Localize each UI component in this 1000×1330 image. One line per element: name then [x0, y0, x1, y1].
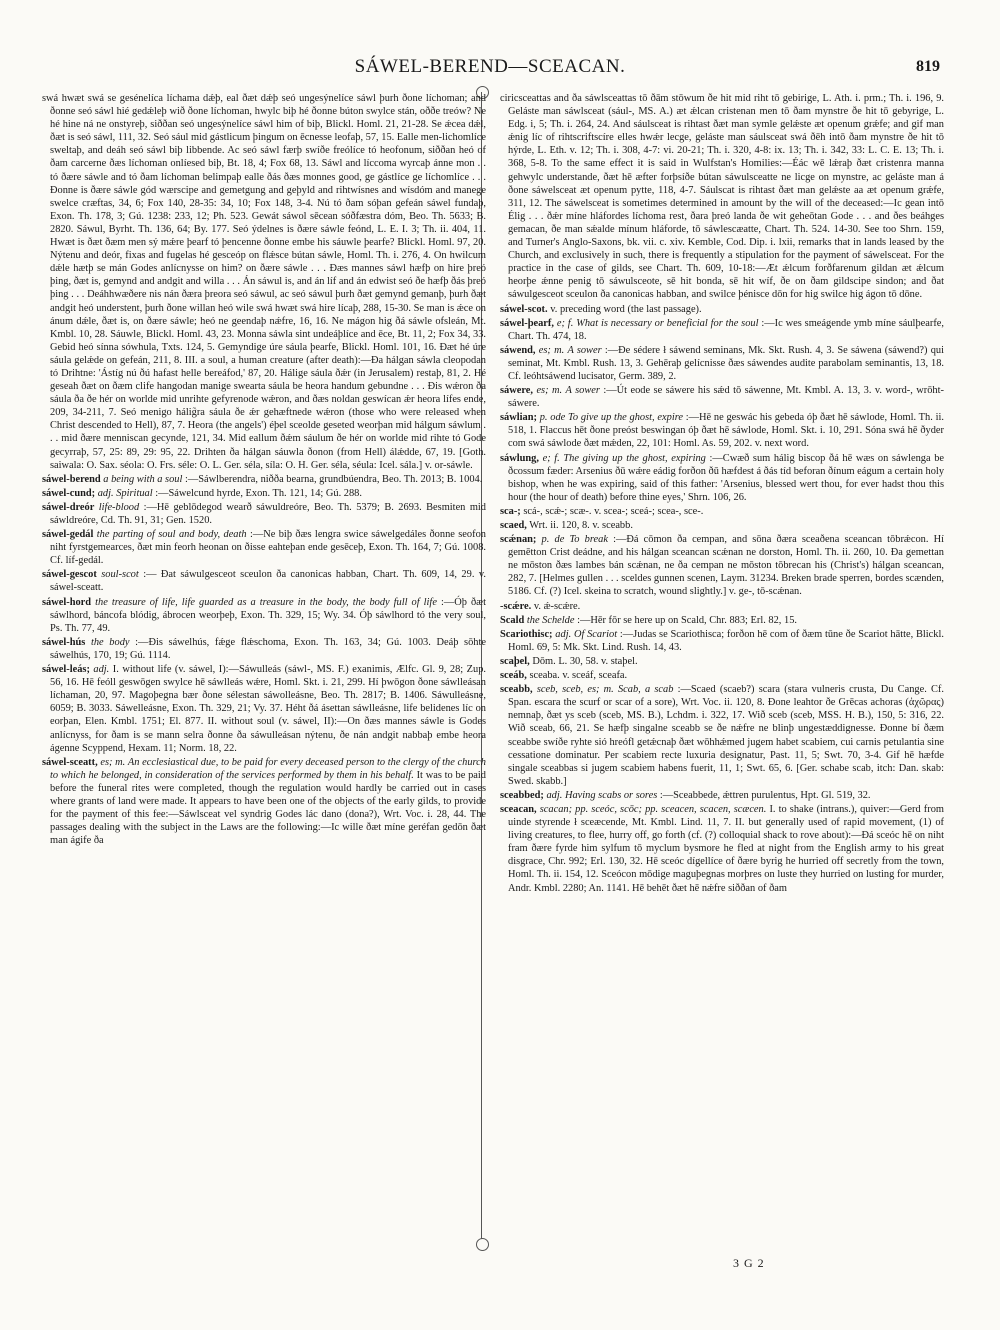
dictionary-entry	[500, 344, 944, 383]
entry-gloss: the Schelde	[526, 614, 575, 626]
entry-headword: sáwere,	[500, 385, 533, 397]
entry-headword: scǽnan;	[500, 534, 537, 546]
dictionary-entry	[500, 789, 944, 802]
entry-body: I. to shake (intrans.), quiver:—Gerd from uinde styrende ł sceæcende, Mt. Kmbl. Lind. 11, 7. II. but generally used of rapid movement, (1) of living creatures, to flee, hurry off, go forth (cf. (?) colloquial shack to rove about):—Ðá sceóc hē on niht fram ðære fyrde him sylfum tō myclum bysmore he fled at night from the English army to his great disgrace, Chr. 992; Erl. 130, 32. Hē sceóc dígellíce of ðære byrig he hurried off secretly from the town, Homl. Th. ii. 154, 12. Sceócon mōdige maguþegnas morþres on luste they hurried on lusting for murder, Andr. Kmbl. 2280; An. 1141. Hē behēt ðæt hē nǽfre siððan of ðam	[508, 803, 944, 894]
entry-part-of-speech: es; m.	[538, 344, 565, 356]
entry-gloss: An ecclesiastical due, to be paid for every deceased person to the clergy of the church to which he belonged, in consideration of the services performed by them in his behalf.	[50, 756, 486, 781]
dictionary-entry	[500, 452, 944, 504]
entry-body: I. without life (v. sáwel, I):—Sáwulleás (sáwl-, MS. F.) exanimis, Ælfc. Gl. 9, 28; Zup. 56, 16. Hē feóll geswōgen swylce hē sáwlleás wǽre, Homl. Skt. i. 21, 299. Hí þwōgon ðone sáwlleásan líchaman, 20, 97. Magoþegna bær ðone sélestan sáwolleásne, Beo. Th. 2817; B. 1406. Sáwulleásne, 6059; B. 3033. Sáwelleásne, Exon. Th. 329, 21; Vy. 37. Héht ðá ásettan sáwlleásne, life belidenes líc on eorþan, Elen. Kmbl. 1751; El. 877. II. without soul (v. sáwel, II):—On ðæs mannes sáwle is Godes anlícnyss, for ðam is se mann selra ðonne ða sáwulleásan nýtenu, ðe nán andgit nabbaþ embe heora ágenne Scyppend, Hexam. 11; Norm. 18, 22.	[50, 664, 486, 754]
entry-headword: sáwel-þearf,	[500, 317, 554, 329]
entry-gloss: life-blood	[98, 501, 140, 513]
entry-part-of-speech: e; f.	[556, 317, 574, 329]
dictionary-entry	[500, 384, 944, 410]
entry-headword: -scǽre.	[500, 600, 532, 612]
dictionary-entry	[42, 636, 486, 662]
entry-body: :—Ic wes smeágende ymb míne sáulþearfe, Chart. Th. 474, 18.	[508, 317, 944, 342]
entry-body: :—Sceabbede, ǽttren purulentus, Hpt. Gl. 519, 32.	[659, 789, 871, 801]
entry-body: Wrt. ii. 120, 8. v. sceabb.	[529, 520, 633, 531]
entry-gloss: the treasure of life, life guarded as a treasure in the body, the body full of life	[95, 596, 437, 608]
entry-headword: sáwend,	[500, 344, 536, 356]
entry-headword: sáwel-sceatt,	[42, 756, 98, 768]
entry-body: :—Hē ne geswác his gebeda óþ ðæt hē sáwlode, Homl. Th. ii. 518, 1. Flaccus hēt ðone preóst beswingan óþ ðæt hē sáwlode, Homl. Skt. i. 10, 291. Sóna swá hē ðyder com swá sáwlode ðæt mǽden, 22, 101: Homl. As. 59, 202. v. next word.	[508, 412, 944, 450]
entry-gloss: A sower	[567, 344, 602, 356]
page-number: 819	[916, 58, 940, 75]
entry-headword: sáwel-scot.	[500, 303, 548, 315]
entry-part-of-speech: sceb, sceb, es; m.	[536, 684, 614, 696]
entry-body: ciricsceattas and ða sáwlsceattas tō ðām stōwum ðe hit mid riht tō gebirige, L. Ath. i. prm.; Th. i. 196, 9. Geláste man sáwlsceat (sául-, MS. A.) æt ǽlcan cristenan men tō ðam mynstre ðe hit tō gebyrige, L. Edg. i, 5; Th. i. 264, 24. And sáulsceat is rihtast ðæt man symle gelǽste æt openum grǽfe; and gif man ǽnig líc of rihtscriftscíre elles hwǽr lecge, geláste man sáulsceat swá ðēh intō ðam mynstre ðe hit tō hýrde, L. Eth. v. 12; Th. i. 308, 4-7: vi. 20-21; Th. i. 320, 4-8: ix. 13; Th. i. 342, 33: L. C. E. 13; Th. i. 368, 5-8. To the same effect it is said in Wulfstan's Homilies:—Éác wē lǽraþ ðæt cristenra manna gehwylc understande, ðæt hē æfter forþsíðe bútan sáwulsceatte ne licge on mynstre, ac geláste man á ðone sáwelsceat æt openum pytte, 118, 4-7. Sáulscat is rihtast ðæt man gelǽste aa æt openum grǽfe, 311, 12. The sáwelsceat is sometimes determined in amount by the will of the deceased:—Ic gean intō Élig . . . ðǽr míne hláfordes líchoma rest, ðara þreó landa ðe wit geheōtan Gode . . . and ðes beáhges gemacan, ðe man sǽalde mínum hláforde, tō sáwlescæatte, Chart. Th. 524. 14-30. See too Shrn. 159, and Turner's Anglo-Saxons, bk. vii. c. xiv. Kemble, Cod. Dip. i. lxii, remarks that in lands leased by the Church, and exclusively in such, there is frequently a stipulation for the payment of sáwelsceat. For the practice in the case of gilds, see Chart. Th. 609, 10-18:—Æt ǽlcum forðfarenum gildan æt ǽlcum heorþe ǽnne penig tō sáwulsceote, sē hit bonda, sē hit wíf, ðe on ðam gildscipe sindon; and ðat sáwulgesceot sceulon ða canonicas habban, and swilce þénisce dōn for hig swilce hig ágon tō dōne.	[500, 93, 944, 301]
entry-headword: sca-;	[500, 505, 521, 517]
entry-headword: sceáb,	[500, 670, 527, 682]
entry-body: :—Sáwlberendra, niðða bearna, grundbúendra, Beo. Th. 2013; B. 1004.	[185, 473, 483, 485]
dictionary-entry	[500, 600, 944, 613]
entry-gloss: Spiritual	[116, 487, 153, 499]
dictionary-entry	[500, 669, 944, 682]
entry-headword: sáwel-dreór	[42, 501, 95, 513]
dictionary-entry	[500, 317, 944, 343]
entry-headword: sceabb,	[500, 684, 533, 696]
dictionary-entry	[500, 92, 944, 302]
entry-body: It was to be paid before the funeral rites were completed, though the regulation would hardly be carried out in cases where grants of land were made. It appears to have been one of the objects of the early gilds, to provide for the payment of this fee:—Sáwlsceat vel syndrig Godes lác dano (dona?), Wrt. Voc. i. 28, 44. The passages dealing with the subject in the Laws are the following:—Ic wille ðæt míne geréfan gedōn ðæt man ágife ða	[50, 769, 486, 847]
entry-body: :—Scaed (scaeb?) scara (stara vulneris crusta, Du Cange. Cf. Span. escara the scurf or scar of a sore), Wrt. Voc. ii. 120, 8. Ðone leahtor ðe Grēcas achoras (ἀχῶρας) nemnaþ, ðæt ys sceb (sceb, MS. B.), Lchdm. i. 322, 17. Wið sceb (sceb, MSS. H. B.), 150, 5: 316, 22. Wið sceab, 66, 21. Se hæfþ singalne sceabb se ðe nǽfre ne blinþ ungestæddignesse. Ðonne bí ðæm sceabbe swíðe ryhte sió hreófl getǽcnaþ ðæt wōhhǽmed jugem habet scabiem, cui carnis petulantia sine cessatione dominatur. Per scabiem recte luxuria designatur, Past. 11, 5; Swt. 70, 3-4. Gif hē hæfde singale sceabbas si jugem scabiem habens fuerit, 11, 1; Swt. 65, 6. [Ger. schabe scab, itch: Dan. skab: Swed. skabb.]	[508, 684, 944, 787]
entry-headword: sáwel-hord	[42, 596, 92, 608]
right-column	[500, 92, 944, 1264]
entry-gloss: Having scabs or sores	[564, 789, 658, 801]
entry-part-of-speech: adj.	[93, 664, 110, 676]
entry-headword: Scariothisc;	[500, 628, 553, 640]
entry-headword: scaed,	[500, 520, 527, 531]
dictionary-entry	[42, 756, 486, 848]
entry-headword: sáwel-berend	[42, 473, 101, 485]
entry-body: scá-, scǽ-; scæ-. v. scea-; sceá-; scea-, sce-.	[523, 505, 704, 517]
entry-body: :— Ðat sáwulgesceot sceulon ða canonicas habban, Chart. Th. 609, 14, 29. v. sáwel-sceatt.	[50, 569, 486, 594]
entry-gloss: What is necessary or beneficial for the soul	[576, 317, 759, 329]
dictionary-entry	[500, 505, 944, 518]
dictionary-entry	[500, 519, 944, 532]
entry-part-of-speech: scacan; pp. sceóc, scōc; pp. sceacen, scacen, scæcen.	[539, 803, 767, 815]
printer-signature: 3 G 2	[733, 1256, 765, 1270]
dictionary-entry	[42, 501, 486, 527]
entry-gloss: soul-scot	[101, 569, 139, 581]
entry-gloss: Of Scariot	[573, 628, 618, 640]
dictionary-entry	[500, 803, 944, 895]
entry-body: :—Ðá cōmon ða cempan, and sōna ðæra sceaðena sceancan tōbrǽcon. Hí gemētton Crist deádne, and his hálgan sceancan scǽnan ne dorston, Homl. Th. ii. 260, 10. Ða gemettan ne mōston ðæs lambes bán scǽnan, ne ða cempan ne mōston tōbrecan his (Christ's) hálgan sceancan, 282, 7. [Helmes gullen . . . sceldes gunnen scenen, Laym. 31234. Breken brade sperren, bordes scænden, 5186. Cf. (?) Icel. skeina to scratch, wound slightly.] v. ge-, tō-scǽnan.	[508, 534, 944, 598]
entry-gloss: the parting of soul and body, death	[96, 529, 247, 541]
entry-body: :—Cwæð sum hálig biscop ðá hē wæs on sáwlenga be ðcossum fæder: Arsenius ðū wǽre eádig forðon ðū hæfdest á ðás tíd beforan ðínum eágum a certain holy bishop, when he was expiring, said of this father: 'Arsenius, blessed wert thou, for ever hadst thou this hour (the hour of death) before thine eyes,' Shrn. 106, 26.	[508, 452, 944, 503]
dictionary-entry	[500, 614, 944, 627]
entry-headword: sáwel-gedál	[42, 529, 94, 541]
entry-body: :—Hēr fōr se here up on Scald, Chr. 883; Erl. 82, 15.	[577, 614, 797, 626]
dictionary-entry	[500, 411, 944, 450]
page-header	[40, 56, 940, 82]
entry-headword: scaþel,	[500, 655, 530, 667]
dictionary-entry	[42, 568, 486, 594]
entry-headword: sceacan,	[500, 803, 537, 815]
entry-body: :—Óþ ðæt sáwlhord, báncofa blódig, ábrocen weorþeþ, Exon. Th. 329, 15; Wy. 34. Óþ sáwlhord tó the very soul, Ps. Th. 77, 49.	[50, 596, 486, 634]
entry-body: :—Ðis sáwelhús, fǽge flǽschoma, Exon. Th. 163, 34; Gú. 1003. Deáþ sōhte sáwelhús, 170, 19; Gú. 1114.	[50, 636, 486, 661]
entry-headword: sáwel-cund;	[42, 487, 96, 499]
entry-gloss: To give up the ghost, expire	[568, 412, 683, 424]
entry-gloss: the body	[90, 636, 130, 648]
entry-headword: sáwlung,	[500, 452, 539, 464]
entry-headword: sáwlian;	[500, 412, 537, 424]
entry-gloss: Scab, a scab	[617, 684, 674, 696]
entry-gloss: The giving up the ghost, expiring	[563, 452, 706, 464]
entry-headword: sáwel-gescot	[42, 569, 97, 581]
dictionary-entry	[42, 663, 486, 755]
entry-part-of-speech: p. de	[541, 534, 565, 546]
running-head: SÁWEL-BEREND—SCEACAN.	[354, 56, 626, 77]
dictionary-entry	[500, 303, 944, 316]
entry-gloss: a being with a soul	[103, 473, 183, 485]
entry-gloss: To break	[569, 534, 608, 546]
entry-body: :—Út eode se sáwere his sǽd tō sáwenne, Mt. Kmbl. A. 13, 3. v. word-, wrōht-sáwere.	[508, 385, 944, 410]
entry-headword: sáwel-leás;	[42, 664, 90, 676]
entry-body: v. ǽ-scǽre.	[533, 600, 581, 612]
dictionary-entry	[42, 487, 486, 500]
entry-body: :—Judas se Scariothisca; forðon hē com of ðæm tūne ðe Scariot hātte, Blickl. Homl. 69, 5: Mk. Skt. Lind. Rush. 14, 43.	[508, 628, 944, 653]
entry-body: swá hwæt swá se gesénelíca líchama dǽþ, eal ðæt dǽþ seó ungesýnelíce sáwl þurh ðone líchoman; and ðonne seó sáwl hié gedǽleþ wið ðone líchoman, hwylc biþ hé ðonne búton swylce stán, oððe treów? Ne hé hine ná ne onstyreþ, siððan seó ungesýnelíce sáwl him of biþ, Blickl. Homl. 21, 21-28. Se ǽcea dǽl, ðæt is seó sáwl, 111, 32. Seó sául mid gástlicum þingum on ēcnesse leofaþ, 57, 15. Ealle men-lichomlíce sweltaþ, and deáh seó sáwl biþ libbende. Ac seó sáwl færþ swíðe freólíce tó heofonum, siððan heó of ðam carcerne ðæs líchoman onlíesed biþ, Bt. 18, 4; Fox 68, 13. Sáwl and líccoma wyrcaþ ánne mon . . tó ðære sáwle and tó ðam líchoman belimpaþ ealle ðás ðæs monnes good, ge gástlíce ge líchomlíce . . . Ðonne is ðære sáwle gód wærscipe and gemetgung and geþyld and rihtwísnes and wísdóm and manege swelce cræftas, 34, 6; Fox 140, 28-35: 34, 10; Fox 148, 3-4. Nú tó ðam sóþan gefeán sáwel fundaþ, Exon. Th. 178, 3; Gú. 1238: 233, 12; Ph. 523. Gewát sáwol sēcean sóðfæstra dóm, Beo. Th. 5633; B. 2820. Sáwul, Byrht. Th. 136, 64; By. 177. Seó ýdelnes is ðære sáwle feónd, L. E. I. 3; Th. ii. 404, 11. Hwæt is ðæt ðæm men sý mǽre þearf tó þencenne ðonne embe his sáuwle þearfe? Blickl. Homl. 97, 20. Nýtenu and deór, fixas and fugelas hé gesceóp on flǽsce bútan sáwle, Homl. Th. i. 276, 4. On hwilcum dǽle hætþ se mán Godes anlícnysse on him? on ðære sáwle . . . Ðæs mannes sáwl hæfþ on hire þreó þing, ðæt is, gemynd and andgit and willa . . . Án sáwul is, and án líf and án edwist seó ðe hæfþ ðás þreó þing . . . Deáhhwæðere nis nán ðæra þreora seó sáwul, ac seó sáwul þurh ðæt gemynd gemanþ, þurh ðæt andgit heó understent, þurh ðone willan heó wile swá hwæt swá hire lícaþ, 288, 15-30. Se man is ǽce on ánum dǽle, ðæt is, on ðære sáwle; heó ne geendaþ nǽfre, 16, 16. Ne mágon hig ðá sáwle ofsleán, Mt. Kmbl. 10, 28. Sáuwle, Blickl. Homl. 43, 23. Monna sáwla sint undeáþlíce and ēce, Bt. 11, 2; Fox 34, 33. Gebid heó sínna sówhula, Txts. 124, 5. Gemyndige úre sáula þearfe, Blickl. Homl. 101, 16. Ðæt hé úre sáula gelǽde on gefeán, 211, 8. III. a soul, a human creature (after death):—Ða hálgan sáwla cleopodan tó Drihtne: 'Ástíg nú ðú hafast helle bereáfod,' 87, 20. Hálige sáula ðǽr (in Jerusalem) restaþ, 81, 2. Hé geseah ðæt on ðæm clife hangodan manige swearta sáula be heora handum gebundne . . . Ðis wǽron ða sáula ða ðe hér on worlde mid unrihte gefyrenode wǽron, and ðæs noldan geswícan ǽr heora lífes ende, 209, 34-211, 7. Seó menigo hálig̃ra sáula ðe ǽr gehæftnede wǽron (those who were released when Christ descended to Hell), 87, 7. Heora (the angels') éþel sceolde geseted weorþan mid hálgum sáwlum . . . mid ðære menniscan gecynde, 121, 34. Mid eallum ðǽm sáulum ðe hér on worlde mid rihte tó Gode gecyrraþ, 57, 25: 89, 29: 95, 22. Drihten ða hálgan sáuwla ðonon (from Hell) álǽdde, 67, 19. [Goth. saiwala: O. Sax. séola: O. Frs. séle: O. L. Ger. séla, síla: O. H. Ger. séla, séula: Icel. sála.] v. or-sáwle.	[42, 93, 486, 471]
entry-body: :—Sáwelcund hyrde, Exon. Th. 121, 14; Gú. 288.	[155, 487, 362, 499]
entry-part-of-speech: e; f.	[542, 452, 560, 464]
dictionary-entry	[500, 533, 944, 598]
entry-gloss: A sower	[565, 385, 600, 397]
entry-part-of-speech: adj.	[555, 628, 572, 640]
entry-headword: Scald	[500, 614, 525, 626]
entry-part-of-speech: es; m.	[100, 756, 126, 768]
dictionary-entry	[500, 655, 944, 668]
entry-part-of-speech: adj.	[546, 789, 563, 801]
dictionary-entry	[42, 596, 486, 635]
dictionary-entry	[42, 92, 486, 472]
entry-part-of-speech: adj.	[97, 487, 114, 499]
entry-part-of-speech: p. ode	[539, 412, 566, 424]
entry-body: sceaba. v. sceáf, sceafa.	[529, 670, 628, 682]
entry-part-of-speech: es; m.	[536, 385, 563, 397]
entry-headword: sáwel-hús	[42, 636, 86, 648]
entry-body: Dōm. L. 30, 58. v. staþel.	[532, 655, 638, 667]
entry-body: v. preceding word (the last passage).	[550, 303, 702, 315]
dictionary-entry	[500, 683, 944, 788]
dictionary-entry	[42, 528, 486, 567]
dictionary-entry	[500, 628, 944, 654]
dictionary-entry	[42, 473, 486, 486]
entry-body: :—Ne biþ ðæs lengra swice sáwelgedáles ðonne seofon niht fyrstgemearces, ðæt min feorh heonan on ðisse eahteþan ende gesēceþ, Exon. Th. 164, 7; Gú. 1008. Cf. líf-gedál.	[50, 529, 486, 567]
entry-headword: sceabbed;	[500, 789, 544, 801]
left-column	[42, 92, 486, 1264]
entry-body: :—Ðe sédere ł sáwend seminans, Mk. Skt. Rush. 4, 3. Se sáwena (sáwend?) qui seminat, Mt. Kmbl. Rush. 13, 3. Gehēraþ gelícnisse ðæs sáwendes audite parabolam seminantis, 13, 18. Cf. leóhtsáwend lucisator, Germ. 389, 2.	[508, 344, 944, 382]
entry-body: :—Hē geblōdegod wearð sáwuldreóre, Beo. Th. 5379; B. 2693. Besmiten mid sáwldreóre, Cd. Th. 91, 31; Gen. 1520.	[50, 501, 486, 526]
